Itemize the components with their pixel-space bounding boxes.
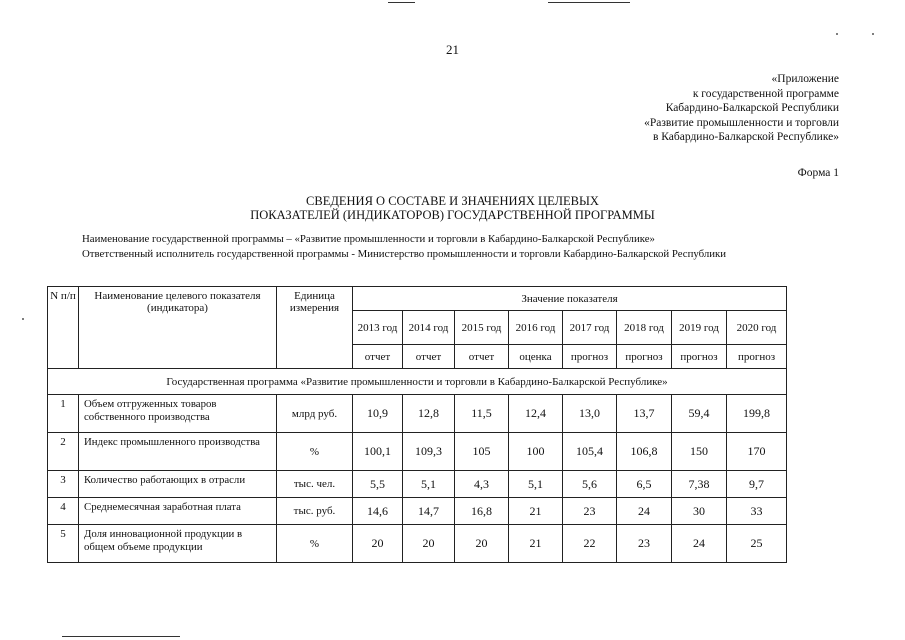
header-num: N п/п (48, 287, 79, 369)
header-year: 2015 год (455, 311, 509, 345)
row-value: 21 (509, 498, 563, 525)
row-value: 20 (455, 525, 509, 563)
row-value: 105,4 (563, 433, 617, 471)
row-value: 20 (403, 525, 455, 563)
row-value: 199,8 (727, 395, 787, 433)
row-value: 11,5 (455, 395, 509, 433)
row-value: 24 (672, 525, 727, 563)
header-year: 2020 год (727, 311, 787, 345)
program-row: Государственная программа «Развитие промышленности и торговли в Кабардино-Балкарской Республике» (48, 369, 787, 395)
header-name: Наименование целевого показателя (индикатора) (79, 287, 277, 369)
scan-line-bottom (62, 636, 180, 637)
indicators-table (47, 286, 787, 563)
row-value: 20 (353, 525, 403, 563)
document-title (0, 194, 905, 222)
scan-dot (872, 33, 874, 35)
row-value: 23 (617, 525, 672, 563)
table-row (48, 471, 787, 498)
row-unit: тыс. руб. (277, 498, 353, 525)
row-name: Объем отгруженных товаров собственного производства (79, 395, 277, 433)
row-value: 6,5 (617, 471, 672, 498)
row-num: 2 (48, 433, 79, 471)
row-value: 100 (509, 433, 563, 471)
header-type: отчет (353, 345, 403, 369)
row-value: 9,7 (727, 471, 787, 498)
appendix-line: к государственной программе (692, 87, 839, 100)
table-row (48, 395, 787, 433)
appendix-line: «Развитие промышленности и торговли (644, 116, 839, 129)
row-value: 170 (727, 433, 787, 471)
row-value: 33 (727, 498, 787, 525)
row-value: 59,4 (672, 395, 727, 433)
scan-dot (22, 318, 24, 320)
row-unit: тыс. чел. (277, 471, 353, 498)
scan-line-top-1 (388, 2, 415, 3)
row-unit: % (277, 433, 353, 471)
row-value: 30 (672, 498, 727, 525)
form-label: Форма 1 (797, 167, 839, 179)
header-type: прогноз (617, 345, 672, 369)
program-name-line: Наименование государственной программы – «Развитие промышленности и торговли в Кабардино-Балкарской Республике» (82, 233, 655, 245)
scan-line-top-2 (548, 2, 630, 3)
header-year: 2018 год (617, 311, 672, 345)
row-unit: млрд руб. (277, 395, 353, 433)
row-name: Доля инновационной продукции в общем объеме продукции (79, 525, 277, 563)
header-type: прогноз (727, 345, 787, 369)
row-name: Среднемесячная заработная плата (79, 498, 277, 525)
appendix-line: «Приложение (771, 73, 839, 85)
row-value: 14,6 (353, 498, 403, 525)
header-value: Значение показателя (353, 287, 787, 311)
row-value: 7,38 (672, 471, 727, 498)
row-value: 12,8 (403, 395, 455, 433)
title-line-1: СВЕДЕНИЯ О СОСТАВЕ И ЗНАЧЕНИЯХ ЦЕЛЕВЫХ (306, 194, 599, 208)
row-value: 5,6 (563, 471, 617, 498)
header-year: 2019 год (672, 311, 727, 345)
row-value: 100,1 (353, 433, 403, 471)
header-year: 2016 год (509, 311, 563, 345)
row-value: 105 (455, 433, 509, 471)
row-name: Индекс промышленного производства (79, 433, 277, 471)
header-type: оценка (509, 345, 563, 369)
table-row (48, 433, 787, 471)
row-value: 109,3 (403, 433, 455, 471)
row-value: 13,7 (617, 395, 672, 433)
row-value: 5,1 (403, 471, 455, 498)
row-value: 21 (509, 525, 563, 563)
row-value: 24 (617, 498, 672, 525)
row-value: 14,7 (403, 498, 455, 525)
row-value: 5,1 (509, 471, 563, 498)
header-year: 2013 год (353, 311, 403, 345)
page-number: 21 (446, 42, 459, 57)
row-unit: % (277, 525, 353, 563)
appendix-line: в Кабардино-Балкарской Республике» (652, 131, 839, 143)
row-num: 4 (48, 498, 79, 525)
row-value: 5,5 (353, 471, 403, 498)
appendix-line: Кабардино-Балкарской Республики (665, 102, 839, 114)
row-value: 23 (563, 498, 617, 525)
row-value: 150 (672, 433, 727, 471)
row-value: 25 (727, 525, 787, 563)
row-name: Количество работающих в отрасли (79, 471, 277, 498)
header-year: 2017 год (563, 311, 617, 345)
header-unit: Единица измерения (277, 287, 353, 369)
scan-dot (836, 33, 838, 35)
row-value: 13,0 (563, 395, 617, 433)
appendix-note (644, 72, 839, 145)
title-line-2: ПОКАЗАТЕЛЕЙ (ИНДИКАТОРОВ) ГОСУДАРСТВЕННОЙ ПРОГРАММЫ (250, 208, 655, 222)
executor-line: Ответственный исполнитель государственной программы - Министерство промышленности и торговли Кабардино-Балкарской Республики (82, 248, 727, 260)
header-type: отчет (403, 345, 455, 369)
header-year: 2014 год (403, 311, 455, 345)
header-type: прогноз (563, 345, 617, 369)
row-value: 12,4 (509, 395, 563, 433)
header-type: прогноз (672, 345, 727, 369)
row-num: 3 (48, 471, 79, 498)
row-value: 4,3 (455, 471, 509, 498)
row-value: 10,9 (353, 395, 403, 433)
header-type: отчет (455, 345, 509, 369)
row-value: 106,8 (617, 433, 672, 471)
row-num: 5 (48, 525, 79, 563)
row-value: 22 (563, 525, 617, 563)
table-row (48, 525, 787, 563)
row-value: 16,8 (455, 498, 509, 525)
row-num: 1 (48, 395, 79, 433)
table-row (48, 498, 787, 525)
